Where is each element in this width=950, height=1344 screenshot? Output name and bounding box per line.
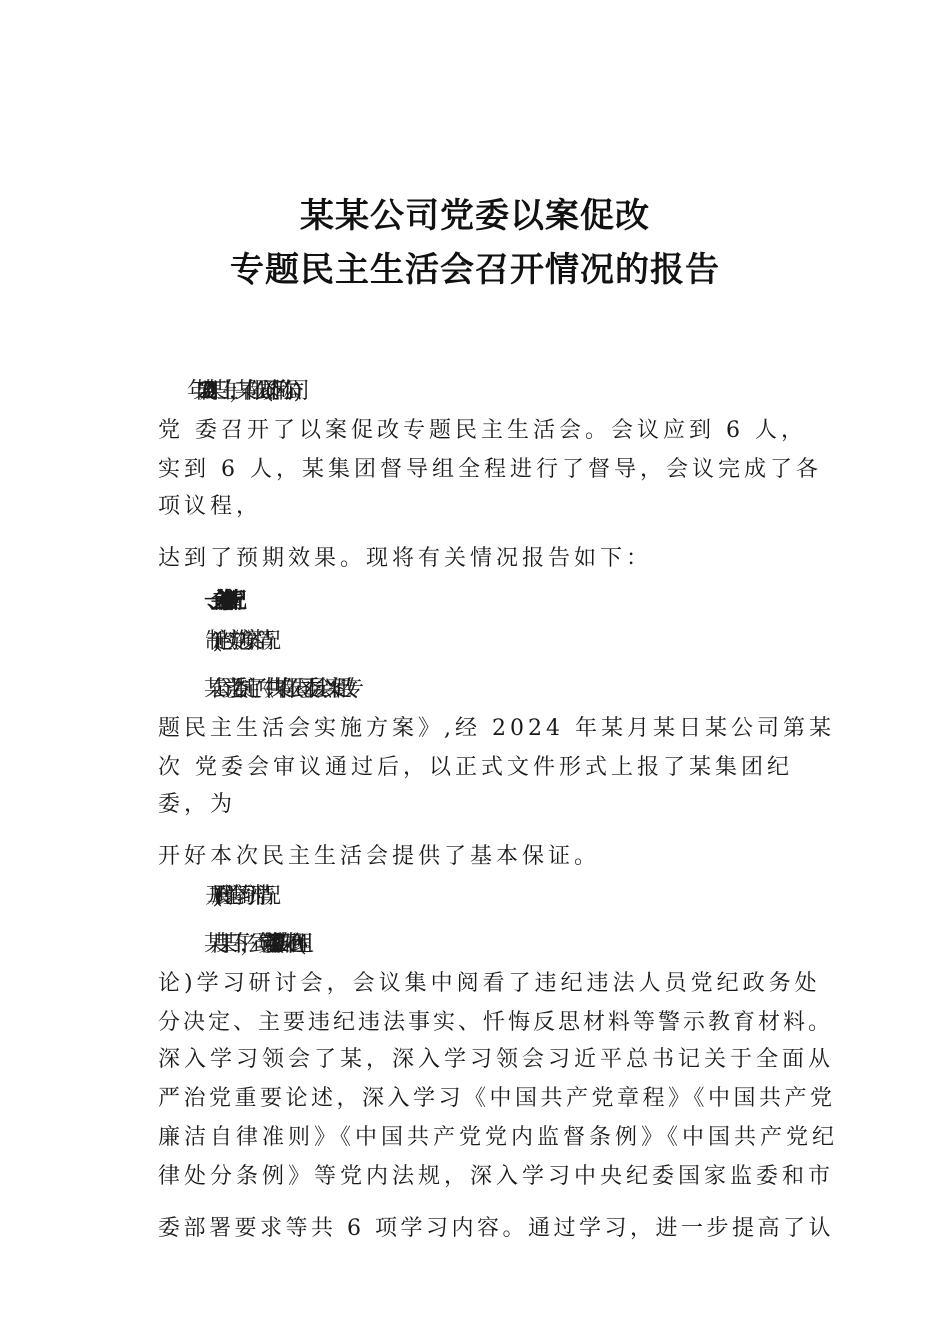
body-line: 开好本次民主生活会提供了基本保证。: [158, 844, 601, 869]
section-heading: 一、会前准备情况: [204, 589, 229, 614]
body-line: 2023 年某月某日上午，某有限公司(以下简称公司): [204, 379, 287, 404]
body-line: 委，为: [158, 792, 237, 817]
body-line: 某公司党委制定了《中共某有限公司委员会以案促改专: [204, 677, 349, 702]
body-line: 律处分条例》等党内法规，深入学习中央纪委国家监委和市: [158, 1164, 835, 1189]
body-line: 深入学习领会了某，深入学习领会习近平总书记关于全面从: [158, 1047, 835, 1072]
subsection-heading: (一)制定《实施方案》情况: [214, 629, 266, 654]
subsection-heading: (二)开展理论学习研讨情况: [214, 884, 266, 909]
body-line: 达到了预期效果。现将有关情况报告如下：: [158, 546, 653, 571]
body-line: 委部署要求等共 6 项学习内容。通过学习，进一步提高了认: [158, 1216, 834, 1241]
body-line: 题民主生活会实施方案》,经 2024 年某月某日某公司第某: [158, 716, 835, 741]
body-line: 论)学习研讨会，会议集中阅看了违纪违法人员党纪政务处: [158, 971, 821, 996]
body-line: 党 委召开了以案促改专题民主生活会。会议应到 6 人，: [158, 418, 807, 443]
body-line: 次 党委会审议通过后，以正式文件形式上报了某集团纪: [158, 755, 793, 780]
body-line: 项议程，: [158, 494, 263, 519]
body-line: 廉洁自律准则》《中国共产党党内监督条例》《中国共产党纪: [158, 1125, 839, 1150]
body-line: 分决定、主要违纪违法事实、忏悔反思材料等警示教育材料。: [158, 1010, 834, 1035]
document-title-line-1: 某某公司党委以案促改: [300, 196, 650, 236]
document-title-line-2: 专题民主生活会召开情况的报告: [230, 250, 720, 290]
body-line: 某月某日下午，公司党委召开 2024 年第某次中心组(理: [204, 932, 297, 957]
body-line: 严治党重要论述，深入学习《中国共产党章程》《中国共产党: [158, 1086, 836, 1111]
body-line: 实到 6 人，某集团督导组全程进行了督导，会议完成了各: [158, 457, 822, 482]
